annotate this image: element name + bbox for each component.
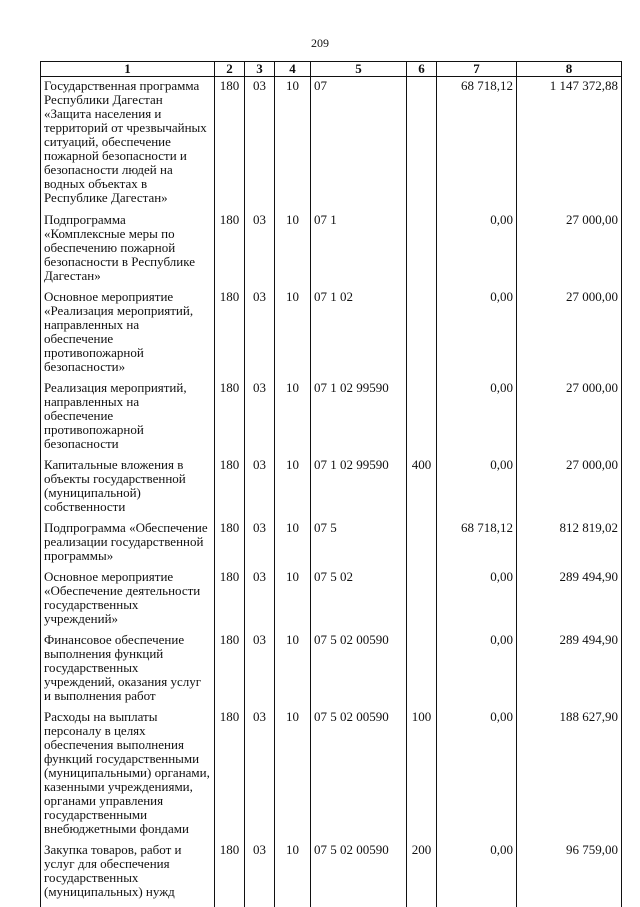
row-expense-type bbox=[407, 283, 437, 374]
row-amount-col8: 812 819,02 bbox=[517, 514, 622, 563]
row-ministry-code: 180 bbox=[215, 283, 245, 374]
row-section-code: 03 bbox=[245, 626, 275, 703]
row-target-article: 07 1 02 bbox=[311, 283, 407, 374]
row-ministry-code: 180 bbox=[215, 563, 245, 626]
row-section-code: 03 bbox=[245, 514, 275, 563]
row-amount-col7: 0,00 bbox=[437, 283, 517, 374]
row-amount-col8: 27 000,00 bbox=[517, 374, 622, 451]
row-ministry-code: 180 bbox=[215, 703, 245, 836]
row-expense-type bbox=[407, 206, 437, 283]
row-target-article: 07 5 02 00590 bbox=[311, 626, 407, 703]
row-name: Основное мероприятие «Реализация мероприятий, направленных на обеспечение противопожарной безопасности» bbox=[41, 283, 215, 374]
table-row bbox=[41, 563, 622, 626]
row-name: Капитальные вложения в объекты государственной (муниципальной) собственности bbox=[41, 451, 215, 514]
row-subsection-code: 10 bbox=[275, 374, 311, 451]
row-ministry-code: 180 bbox=[215, 77, 245, 207]
row-name: Расходы на выплаты персоналу в целях обеспечения выполнения функций государственными (муниципальными) органами, казенными учреждениями, органами управления государственными внебюджетными фондами bbox=[41, 703, 215, 836]
row-ministry-code: 180 bbox=[215, 451, 245, 514]
table-row bbox=[41, 283, 622, 374]
column-header: 8 bbox=[517, 62, 622, 77]
row-amount-col7: 0,00 bbox=[437, 374, 517, 451]
row-subsection-code: 10 bbox=[275, 563, 311, 626]
row-ministry-code: 180 bbox=[215, 206, 245, 283]
row-amount-col8: 289 494,90 bbox=[517, 626, 622, 703]
budget-table bbox=[40, 61, 622, 907]
row-amount-col7: 68 718,12 bbox=[437, 514, 517, 563]
row-target-article: 07 bbox=[311, 77, 407, 207]
row-name: Подпрограмма «Комплексные меры по обеспечению пожарной безопасности в Республике Дагестан» bbox=[41, 206, 215, 283]
row-amount-col7: 0,00 bbox=[437, 563, 517, 626]
row-target-article: 07 5 02 00590 bbox=[311, 703, 407, 836]
row-name: Подпрограмма «Обеспечение реализации государственной программы» bbox=[41, 514, 215, 563]
row-amount-col7: 68 718,12 bbox=[437, 77, 517, 207]
row-section-code: 03 bbox=[245, 283, 275, 374]
row-name: Государственная программа Республики Дагестан «Защита населения и территорий от чрезвычайных ситуаций, обеспечение пожарной безопасности и безопасности людей на водных объектах в Республике Дагестан» bbox=[41, 77, 215, 207]
row-ministry-code: 180 bbox=[215, 626, 245, 703]
row-section-code: 03 bbox=[245, 563, 275, 626]
row-ministry-code: 180 bbox=[215, 374, 245, 451]
row-subsection-code: 10 bbox=[275, 77, 311, 207]
row-ministry-code: 180 bbox=[215, 514, 245, 563]
row-section-code: 03 bbox=[245, 451, 275, 514]
row-section-code: 03 bbox=[245, 374, 275, 451]
row-amount-col7: 0,00 bbox=[437, 836, 517, 907]
row-target-article: 07 5 02 00590 bbox=[311, 836, 407, 907]
row-target-article: 07 5 bbox=[311, 514, 407, 563]
row-name: Финансовое обеспечение выполнения функций государственных учреждений, оказания услуг и выполнения работ bbox=[41, 626, 215, 703]
row-name: Основное мероприятие «Обеспечение деятельности государственных учреждений» bbox=[41, 563, 215, 626]
row-ministry-code: 180 bbox=[215, 836, 245, 907]
row-subsection-code: 10 bbox=[275, 451, 311, 514]
row-target-article: 07 1 02 99590 bbox=[311, 374, 407, 451]
row-amount-col8: 1 147 372,88 bbox=[517, 77, 622, 207]
row-expense-type bbox=[407, 374, 437, 451]
row-subsection-code: 10 bbox=[275, 626, 311, 703]
row-subsection-code: 10 bbox=[275, 514, 311, 563]
row-target-article: 07 1 02 99590 bbox=[311, 451, 407, 514]
row-name: Закупка товаров, работ и услуг для обеспечения государственных (муниципальных) нужд bbox=[41, 836, 215, 907]
table-row bbox=[41, 626, 622, 703]
row-amount-col7: 0,00 bbox=[437, 626, 517, 703]
column-header: 5 bbox=[311, 62, 407, 77]
table-row bbox=[41, 206, 622, 283]
table-row bbox=[41, 836, 622, 907]
column-header: 7 bbox=[437, 62, 517, 77]
row-expense-type: 400 bbox=[407, 451, 437, 514]
row-amount-col8: 188 627,90 bbox=[517, 703, 622, 836]
row-section-code: 03 bbox=[245, 206, 275, 283]
row-expense-type bbox=[407, 563, 437, 626]
row-amount-col7: 0,00 bbox=[437, 206, 517, 283]
column-header: 4 bbox=[275, 62, 311, 77]
row-target-article: 07 5 02 bbox=[311, 563, 407, 626]
row-expense-type bbox=[407, 77, 437, 207]
row-amount-col8: 27 000,00 bbox=[517, 451, 622, 514]
row-amount-col7: 0,00 bbox=[437, 451, 517, 514]
row-amount-col8: 27 000,00 bbox=[517, 206, 622, 283]
row-section-code: 03 bbox=[245, 836, 275, 907]
column-header: 1 bbox=[41, 62, 215, 77]
row-amount-col8: 96 759,00 bbox=[517, 836, 622, 907]
row-expense-type: 200 bbox=[407, 836, 437, 907]
row-section-code: 03 bbox=[245, 77, 275, 207]
table-row bbox=[41, 514, 622, 563]
row-amount-col7: 0,00 bbox=[437, 703, 517, 836]
page-number: 209 bbox=[311, 36, 329, 50]
column-header: 3 bbox=[245, 62, 275, 77]
row-section-code: 03 bbox=[245, 703, 275, 836]
column-header: 6 bbox=[407, 62, 437, 77]
row-amount-col8: 289 494,90 bbox=[517, 563, 622, 626]
row-expense-type bbox=[407, 626, 437, 703]
row-subsection-code: 10 bbox=[275, 283, 311, 374]
row-expense-type: 100 bbox=[407, 703, 437, 836]
table-row bbox=[41, 374, 622, 451]
table-row bbox=[41, 77, 622, 207]
row-target-article: 07 1 bbox=[311, 206, 407, 283]
row-name: Реализация мероприятий, направленных на обеспечение противопожарной безопасности bbox=[41, 374, 215, 451]
row-expense-type bbox=[407, 514, 437, 563]
header-row bbox=[41, 62, 622, 77]
table-row bbox=[41, 451, 622, 514]
row-subsection-code: 10 bbox=[275, 836, 311, 907]
column-header: 2 bbox=[215, 62, 245, 77]
row-subsection-code: 10 bbox=[275, 703, 311, 836]
table-row bbox=[41, 703, 622, 836]
row-subsection-code: 10 bbox=[275, 206, 311, 283]
row-amount-col8: 27 000,00 bbox=[517, 283, 622, 374]
